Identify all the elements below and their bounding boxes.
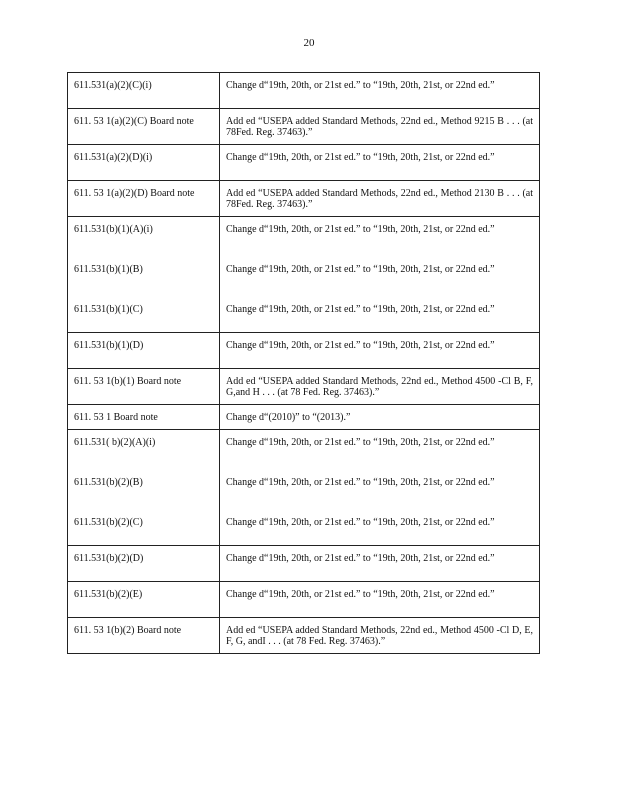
section-cell [68, 109, 220, 145]
section-ref: 611.531( b)(2)(A)(i) [74, 437, 156, 448]
section-cell [68, 73, 220, 109]
section-ref: 611.531(a)(2)(C)(i) [74, 80, 152, 91]
table-row [68, 73, 540, 109]
section-cell [68, 217, 220, 333]
table-row [68, 333, 540, 369]
amendment-cell [220, 430, 540, 546]
amendment-text: Change d“19th, 20th, or 21st ed.” to “19th, 20th, 21st, or 22nd ed.” [226, 224, 495, 235]
table-row [68, 546, 540, 582]
amendment-text: Add ed “USEPA added Standard Methods, 22nd ed., Method 9215 B . . . (at 78Fed. Reg. 37463).” [226, 116, 533, 138]
section-ref: 611.531(b)(1)(C) [74, 304, 143, 315]
section-ref: 611.531(b)(2)(C) [74, 517, 143, 528]
table-row [68, 618, 540, 654]
section-ref: 611.531(b)(2)(B) [74, 477, 143, 488]
amendment-text: Change d“(2010)” to “(2013).” [226, 412, 351, 423]
table-row [68, 582, 540, 618]
amendment-cell [220, 369, 540, 405]
table-row [68, 430, 540, 546]
table-row [68, 217, 540, 333]
section-cell [68, 546, 220, 582]
section-ref: 611. 53 1(b)(1) Board note [74, 376, 182, 387]
amendment-cell [220, 109, 540, 145]
page-number: 20 [303, 37, 315, 49]
section-ref: 611. 53 1(a)(2)(D) Board note [74, 188, 195, 199]
amendment-text: Change d“19th, 20th, or 21st ed.” to “19th, 20th, 21st, or 22nd ed.” [226, 517, 495, 528]
section-ref: 611.531(b)(1)(A)(i) [74, 224, 153, 235]
amendment-text: Change d“19th, 20th, or 21st ed.” to “19th, 20th, 21st, or 22nd ed.” [226, 340, 495, 351]
table-row [68, 369, 540, 405]
section-cell [68, 145, 220, 181]
amendment-text: Change d“19th, 20th, or 21st ed.” to “19th, 20th, 21st, or 22nd ed.” [226, 264, 495, 275]
amendment-cell [220, 73, 540, 109]
amendment-cell [220, 181, 540, 217]
section-ref: 611.531(b)(1)(D) [74, 340, 144, 351]
section-ref: 611.531(b)(2)(E) [74, 589, 143, 600]
table-row [68, 405, 540, 430]
amendment-cell [220, 546, 540, 582]
amendment-text: Change d“19th, 20th, or 21st ed.” to “19th, 20th, 21st, or 22nd ed.” [226, 152, 495, 163]
amendment-text: Add ed “USEPA added Standard Methods, 22nd ed., Method 2130 B . . . (at 78Fed. Reg. 37463).” [226, 188, 533, 210]
amendment-text: Change d“19th, 20th, or 21st ed.” to “19th, 20th, 21st, or 22nd ed.” [226, 553, 495, 564]
section-cell [68, 430, 220, 546]
amendment-text: Change d“19th, 20th, or 21st ed.” to “19th, 20th, 21st, or 22nd ed.” [226, 589, 495, 600]
amendment-cell [220, 582, 540, 618]
section-cell [68, 618, 220, 654]
amendment-cell [220, 618, 540, 654]
section-ref: 611.531(a)(2)(D)(i) [74, 152, 153, 163]
section-cell [68, 405, 220, 430]
section-ref: 611. 53 1(a)(2)(C) Board note [74, 116, 194, 127]
amendments-table [67, 72, 540, 654]
table-row [68, 109, 540, 145]
amendment-cell [220, 333, 540, 369]
amendment-text: Add ed “USEPA added Standard Methods, 22nd ed., Method 4500 -Cl D, E, F, G, andI . . . (at 78 Fed. Reg. 37463).” [226, 625, 533, 647]
section-ref: 611. 53 1 Board note [74, 412, 158, 423]
section-cell [68, 369, 220, 405]
section-ref: 611. 53 1(b)(2) Board note [74, 625, 182, 636]
table-row [68, 145, 540, 181]
amendment-text: Change d“19th, 20th, or 21st ed.” to “19th, 20th, 21st, or 22nd ed.” [226, 304, 495, 315]
amendment-cell [220, 217, 540, 333]
table-row [68, 181, 540, 217]
section-cell [68, 181, 220, 217]
section-cell [68, 333, 220, 369]
amendment-cell [220, 145, 540, 181]
section-ref: 611.531(b)(1)(B) [74, 264, 143, 275]
section-ref: 611.531(b)(2)(D) [74, 553, 144, 564]
section-cell [68, 582, 220, 618]
amendment-text: Change d“19th, 20th, or 21st ed.” to “19th, 20th, 21st, or 22nd ed.” [226, 437, 495, 448]
amendment-text: Change d“19th, 20th, or 21st ed.” to “19th, 20th, 21st, or 22nd ed.” [226, 80, 495, 91]
amendment-text: Add ed “USEPA added Standard Methods, 22nd ed., Method 4500 -Cl B, F, G,and H . . . (at 78 Fed. Reg. 37463).” [226, 376, 533, 398]
amendment-text: Change d“19th, 20th, or 21st ed.” to “19th, 20th, 21st, or 22nd ed.” [226, 477, 495, 488]
amendment-cell [220, 405, 540, 430]
